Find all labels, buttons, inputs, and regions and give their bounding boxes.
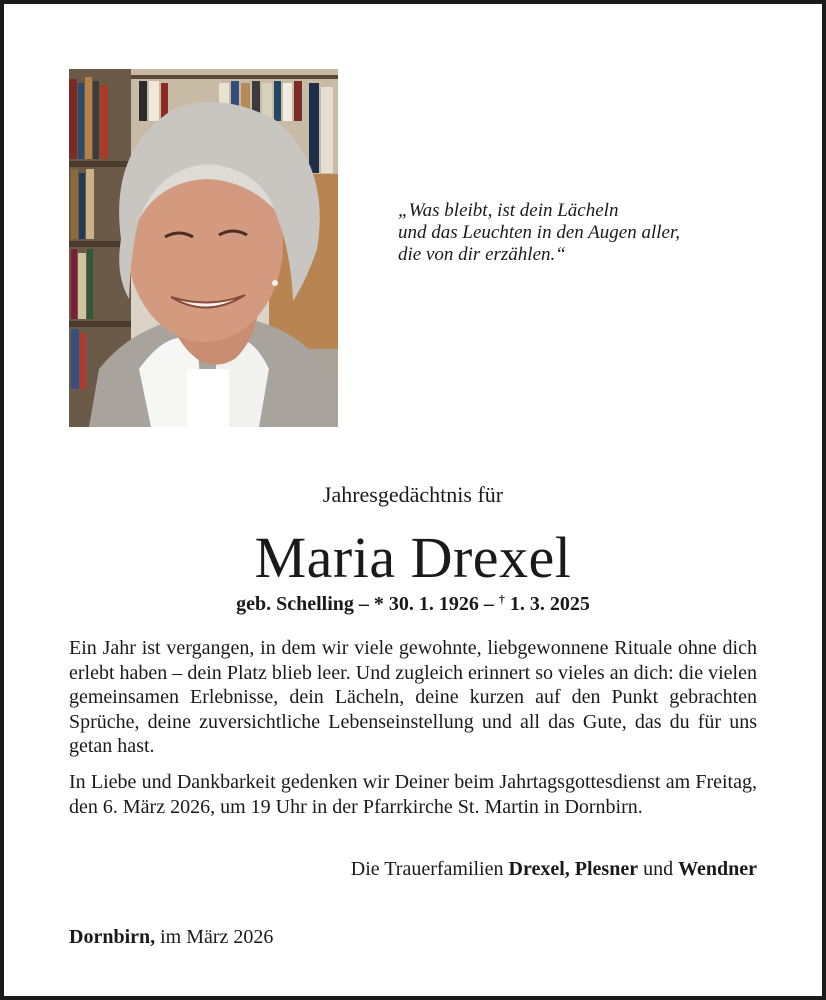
portrait-image bbox=[69, 69, 338, 427]
life-dates: geb. Schelling – * 30. 1. 1926 – † 1. 3. 2025 bbox=[236, 592, 590, 615]
family-name: Wendner bbox=[678, 858, 757, 880]
death-date: 1. 3. 2025 bbox=[504, 593, 590, 615]
birth-symbol: * bbox=[373, 593, 384, 615]
birth-date: 30. 1. 1926 bbox=[383, 593, 479, 615]
death-symbol: † bbox=[498, 592, 505, 606]
paragraph-memory: Ein Jahr ist vergangen, in dem wir viele gewohnte, liebgewonnene Rituale ohne dich erlebt haben – dein Platz blieb leer. Und zugleich erinnert so vieles an dich: die vielen gemeinsamen Erlebnisse, dein Lächeln, deine kurzen auf den Punkt gebrachten Sprüche, deine zuversichtliche Lebenseinstellung und all das Gute, das du für uns getan hast. bbox=[69, 637, 757, 757]
family-name: Plesner bbox=[574, 858, 639, 880]
deceased-name: Maria Drexel bbox=[254, 525, 572, 590]
place-date bbox=[69, 926, 273, 949]
maiden-name: geb. Schelling bbox=[236, 593, 354, 615]
family-name: Drexel, bbox=[508, 858, 570, 880]
quote bbox=[398, 200, 758, 266]
place-city: Dornbirn, bbox=[69, 926, 156, 948]
memorial-intro: Jahresgedächtnis für bbox=[322, 482, 504, 507]
portrait-photo bbox=[69, 69, 338, 427]
quote-line: die von dir erzählen.“ bbox=[398, 244, 566, 265]
family-signature: Die Trauerfamilien Drexel, Plesner und Wendner bbox=[350, 858, 757, 880]
quote-line: „Was bleibt, ist dein Lächeln bbox=[398, 200, 619, 221]
place-month: im März 2026 bbox=[155, 926, 274, 948]
paragraph-service: In Liebe und Dankbarkeit gedenken wir Deiner beim Jahrtagsgottesdienst am Freitag, den 6. März 2026, um 19 Uhr in der Pfarrkirche St. Martin in Dornbirn. bbox=[69, 771, 757, 818]
quote-line: und das Leuchten in den Augen aller, bbox=[398, 222, 680, 243]
